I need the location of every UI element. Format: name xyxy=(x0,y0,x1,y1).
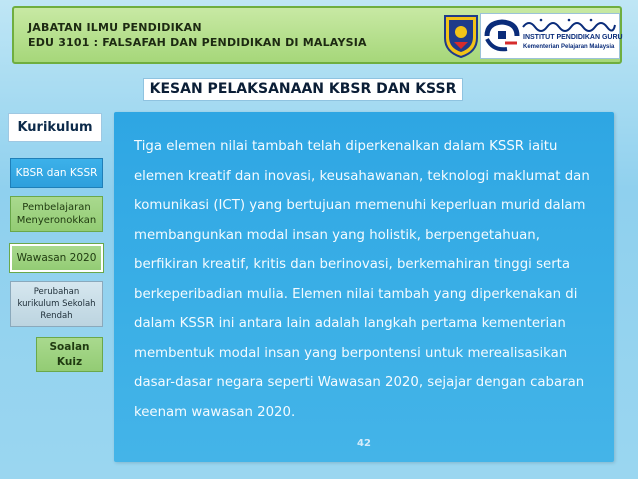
header-text xyxy=(28,20,367,50)
header-line2: EDU 3101 : FALSAFAH DAN PENDIDIKAN DI MALAYSIA xyxy=(28,36,367,49)
state-shield-logo xyxy=(442,12,480,58)
header-banner xyxy=(12,6,622,64)
nav-pembelajaran-button[interactable] xyxy=(10,196,103,232)
nav-soalan-line1: Soalan xyxy=(49,341,90,353)
nav-perubahan-button[interactable] xyxy=(10,281,103,327)
content-body-text: Tiga elemen nilai tambah telah diperkenalkan dalam KSSR iaitu elemen kreatif dan inovasi, keusahawanan, teknologi maklumat dan komunikasi (ICT) yang bertujuan memenuhi keperluan murid dalam membangunkan modal insan yang holistik, berpengetahuan, berfikiran kreatif, kritis dan berinovasi, berkemahiran tinggi serta berkeperibadian mulia. Elemen nilai tambah yang diperkenakan di dalam KSSR ini antara lain adalah langkah pertama kementerian membentuk modal insan yang berpontensi untuk merealisasikan dasar-dasar negara seperti Wawasan 2020, sejajar dengan cabaran keenam wawasan 2020. xyxy=(134,139,590,420)
nav-pembelajaran-line1: Pembelajaran xyxy=(22,202,91,213)
nav-kbsr-kssr-button[interactable]: KBSR dan KSSR xyxy=(10,158,103,188)
nav-wawasan-button[interactable]: Wawasan 2020 xyxy=(10,244,103,272)
ipg-name: INSTITUT PENDIDIKAN GURU xyxy=(523,34,623,41)
nav-perubahan-line2: kurikulum Sekolah xyxy=(17,299,96,309)
jawi-script-logo-text xyxy=(521,16,617,32)
ipg-emblem-icon xyxy=(483,17,521,55)
nav-soalan-kuiz-button[interactable] xyxy=(36,337,103,372)
content-panel xyxy=(114,112,614,462)
header-line1: JABATAN ILMU PENDIDIKAN xyxy=(28,21,202,34)
page-number: 42 xyxy=(357,438,371,449)
nav-kurikulum-button[interactable]: Kurikulum xyxy=(8,113,102,142)
ipg-logo xyxy=(480,13,623,59)
nav-perubahan-line3: Rendah xyxy=(40,311,73,321)
page-title: KESAN PELAKSANAAN KBSR DAN KSSR xyxy=(143,78,463,101)
nav-perubahan-line1: Perubahan xyxy=(33,287,80,297)
nav-soalan-line2: Kuiz xyxy=(56,356,83,368)
nav-pembelajaran-line2: Menyeronokkan xyxy=(16,215,97,226)
ipg-subtitle: Kementerian Pelajaran Malaysia xyxy=(523,44,615,50)
